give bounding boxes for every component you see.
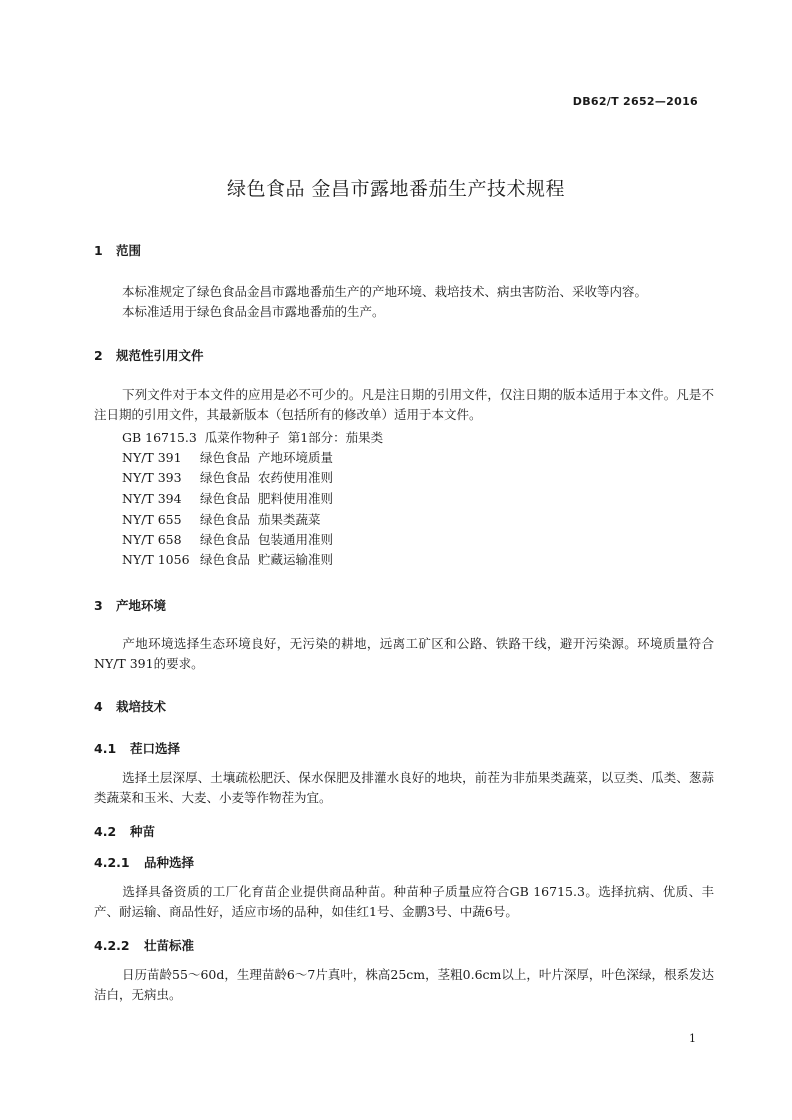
paragraph-text: 产地环境选择生态环境良好，无污染的耕地，远离工矿区和公路、铁路干线，避开污染源。环境质量符合NY/T 391的要求。 [94,636,714,671]
section-number: 4.1 [94,741,117,756]
reference-code: NY/T 1056 [122,552,190,567]
paragraph-text: 本标准规定了绿色食品金昌市露地番茄生产的产地环境、栽培技术、病虫害防治、采收等内容。 [122,284,648,299]
section-title: 栽培技术 [116,699,167,714]
section-title: 种苗 [130,824,156,839]
section-number: 4.2.2 [94,938,130,953]
reference-name: 绿色食品 农药使用准则 [200,470,333,485]
section-4-2-2-paragraph [94,965,714,1005]
reference-item [122,489,333,507]
section-title: 品种选择 [144,855,195,870]
section-2-intro [94,385,714,425]
reference-code: NY/T 391 [122,450,182,465]
section-3-heading [94,596,166,614]
section-title: 茬口选择 [130,741,181,756]
section-number: 4.2.1 [94,855,130,870]
standard-code: DB62/T 2652—2016 [572,95,698,108]
reference-name: 绿色食品 肥料使用准则 [200,491,333,506]
section-1-heading [94,241,141,259]
section-4-2-1-heading [94,853,194,871]
paragraph-text: 下列文件对于本文件的应用是必不可少的。凡是注日期的引用文件，仅注日期的版本适用于本文件。凡是不注日期的引用文件，其最新版本（包括所有的修改单）适用于本文件。 [94,387,714,422]
reference-code: NY/T 658 [122,532,182,547]
section-number: 4 [94,699,103,714]
paragraph-text: 日历苗龄55～60d，生理苗龄6～7片真叶，株高25cm，茎粗0.6cm以上，叶片深厚，叶色深绿，根系发达洁白，无病虫。 [94,967,714,1002]
section-title: 壮苗标准 [144,938,195,953]
reference-item [122,530,333,548]
section-4-2-heading [94,822,155,840]
section-title: 产地环境 [116,598,167,613]
section-number: 4.2 [94,824,117,839]
document-title: 绿色食品 金昌市露地番茄生产技术规程 [226,178,566,200]
reference-item [122,468,333,486]
reference-gb: GB 16715.3 瓜菜作物种子 第1部分：茄果类 [122,430,384,445]
reference-name: 绿色食品 贮藏运输准则 [200,552,333,567]
section-1-paragraph-2 [94,302,714,322]
page-number: 1 [689,1032,696,1045]
section-4-1-heading [94,739,180,757]
reference-name: 绿色食品 产地环境质量 [200,450,333,465]
reference-code: NY/T 655 [122,512,182,527]
reference-name: 绿色食品 茄果类蔬菜 [200,512,321,527]
reference-item [122,550,333,568]
section-number: 3 [94,598,103,613]
section-1-paragraph-1 [94,282,714,302]
reference-code: NY/T 394 [122,491,182,506]
section-4-1-paragraph [94,768,714,808]
paragraph-text: 本标准适用于绿色食品金昌市露地番茄的生产。 [122,304,385,319]
section-title: 规范性引用文件 [116,348,204,363]
section-2-heading [94,346,204,364]
reference-item [122,448,333,466]
section-4-2-1-paragraph [94,882,714,922]
section-3-paragraph [94,634,714,674]
section-4-heading [94,697,166,715]
section-title: 范围 [116,243,142,258]
section-4-2-2-heading [94,936,194,954]
section-number: 2 [94,348,103,363]
section-number: 1 [94,243,103,258]
reference-code: NY/T 393 [122,470,182,485]
reference-item [122,510,320,528]
paragraph-text: 选择具备资质的工厂化育苗企业提供商品种苗。种苗种子质量应符合GB 16715.3。选择抗病、优质、丰产、耐运输、商品性好，适应市场的品种，如佳红1号、金鹏3号、中蔬6号。 [94,884,714,919]
reference-name: 绿色食品 包装通用准则 [200,532,333,547]
paragraph-text: 选择土层深厚、土壤疏松肥沃、保水保肥及排灌水良好的地块，前茬为非茄果类蔬菜，以豆类、瓜类、葱蒜类蔬菜和玉米、大麦、小麦等作物茬为宜。 [94,770,714,805]
